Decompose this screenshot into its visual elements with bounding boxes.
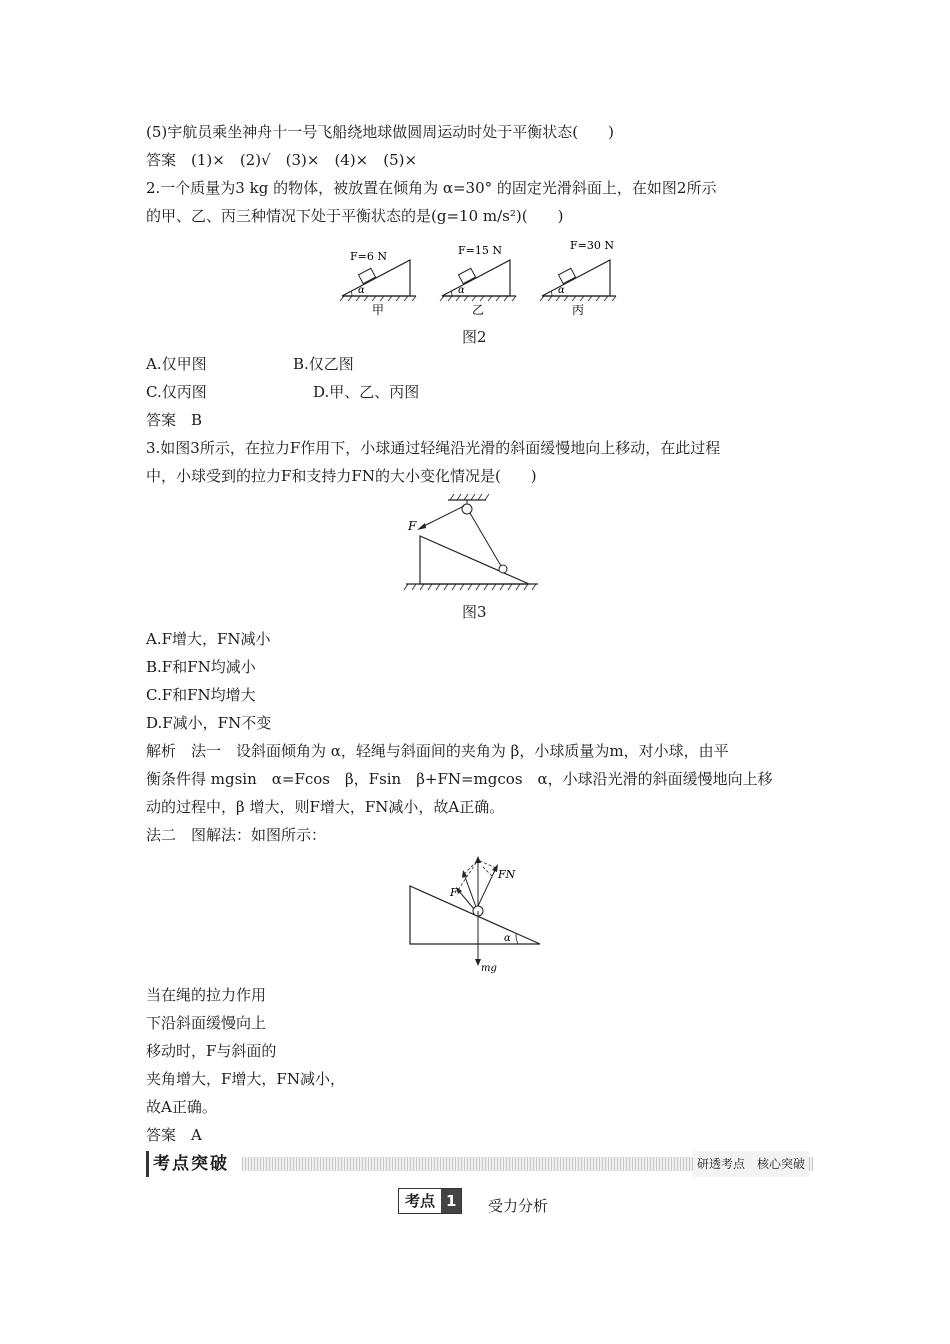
force-diagram bbox=[408, 854, 548, 974]
q3-answer: 答案 A bbox=[146, 1126, 202, 1144]
figure-2-caption: 图2 bbox=[462, 328, 487, 346]
figure-2-yi-angle: α bbox=[458, 285, 465, 296]
q2-option-d: D.甲、乙、丙图 bbox=[313, 383, 420, 401]
q3-note-line3: 移动时，F与斜面的 bbox=[146, 1042, 277, 1060]
figure-2-bing-label: 丙 bbox=[572, 303, 585, 317]
q2-stem-line2: 的甲、乙、丙三种情况下处于平衡状态的是(g=10 m/s²)( ) bbox=[146, 207, 564, 225]
q3-note-line2: 下沿斜面缓慢向上 bbox=[146, 1014, 267, 1032]
q2-stem-line1: 2.一个质量为3 kg 的物体，被放置在倾角为 α=30° 的固定光滑斜面上，在如图2所示 bbox=[146, 179, 717, 197]
figure-3-force-label: F bbox=[408, 519, 417, 533]
figure-2-yi-force: F=15 N bbox=[458, 244, 502, 257]
q3-option-c: C.F和FN均增大 bbox=[146, 686, 256, 704]
kaodian-badge bbox=[398, 1188, 462, 1214]
force-diagram-alpha-label: α bbox=[504, 933, 511, 944]
figure-2-jia-force: F=6 N bbox=[350, 250, 387, 263]
figure-2-bing-angle: α bbox=[558, 285, 565, 296]
figure-3-caption: 图3 bbox=[462, 603, 487, 621]
section-title: 考点突破 bbox=[146, 1151, 229, 1177]
kaodian-title: 受力分析 bbox=[488, 1197, 549, 1215]
q2-option-a: A.仅甲图 bbox=[146, 355, 207, 373]
figure-2-jia-label: 甲 bbox=[372, 303, 385, 317]
figure-2-jia-angle: α bbox=[358, 285, 365, 296]
q3-analysis-line3: 动的过程中，β 增大，则F增大，FN减小，故A正确。 bbox=[146, 798, 505, 816]
q2-option-b: B.仅乙图 bbox=[293, 355, 354, 373]
figure-2-bing-force: F=30 N bbox=[570, 239, 614, 252]
section-subtitle: 研透考点 核心突破 bbox=[693, 1151, 809, 1177]
force-diagram-f-label: F bbox=[450, 886, 458, 899]
force-diagram-fn-label: FN bbox=[498, 868, 516, 881]
kaodian-label: 考点 bbox=[405, 1192, 436, 1210]
q3-option-d: D.F减小，FN不变 bbox=[146, 714, 272, 732]
q3-note-line5: 故A正确。 bbox=[146, 1098, 217, 1116]
figure-2-panel-bing bbox=[540, 239, 616, 317]
q3-method2: 法二 图解法：如图所示： bbox=[146, 826, 327, 844]
q3-stem-line2: 中，小球受到的拉力F和支持力FN的大小变化情况是( ) bbox=[146, 467, 537, 485]
q3-option-a: A.F增大，FN减小 bbox=[146, 630, 271, 648]
figure-2-yi-label: 乙 bbox=[472, 303, 485, 317]
section-bar bbox=[146, 1151, 813, 1177]
q3-option-b: B.F和FN均减小 bbox=[146, 658, 256, 676]
q1-item5: (5)宇航员乘坐神舟十一号飞船绕地球做圆周运动时处于平衡状态( ) bbox=[146, 123, 614, 141]
q3-stem-line1: 3.如图3所示，在拉力F作用下，小球通过轻绳沿光滑的斜面缓慢地向上移动，在此过程 bbox=[146, 439, 721, 457]
figure-3 bbox=[404, 492, 544, 592]
q2-answer: 答案 B bbox=[146, 411, 203, 429]
figure-2-panel-jia bbox=[340, 250, 416, 317]
q1-answer: 答案 (1)× (2)√ (3)× (4)× (5)× bbox=[146, 151, 418, 169]
q3-note-line4: 夹角增大，F增大，FN减小， bbox=[146, 1070, 345, 1088]
kaodian-number: 1 bbox=[441, 1189, 461, 1213]
figure-2 bbox=[336, 238, 636, 318]
q3-analysis-line1: 解析 法一 设斜面倾角为 α，轻绳与斜面间的夹角为 β，小球质量为m，对小球，由平 bbox=[146, 742, 729, 760]
q2-option-c: C.仅丙图 bbox=[146, 383, 207, 401]
q3-analysis-line2: 衡条件得 mgsin α=Fcos β，Fsin β+FN=mgcos α，小球沿光滑的斜面缓慢地向上移 bbox=[146, 770, 773, 788]
figure-2-panel-yi bbox=[440, 244, 516, 317]
q3-note-line1: 当在绳的拉力作用 bbox=[146, 986, 267, 1004]
force-diagram-mg-label: mg bbox=[481, 963, 497, 974]
